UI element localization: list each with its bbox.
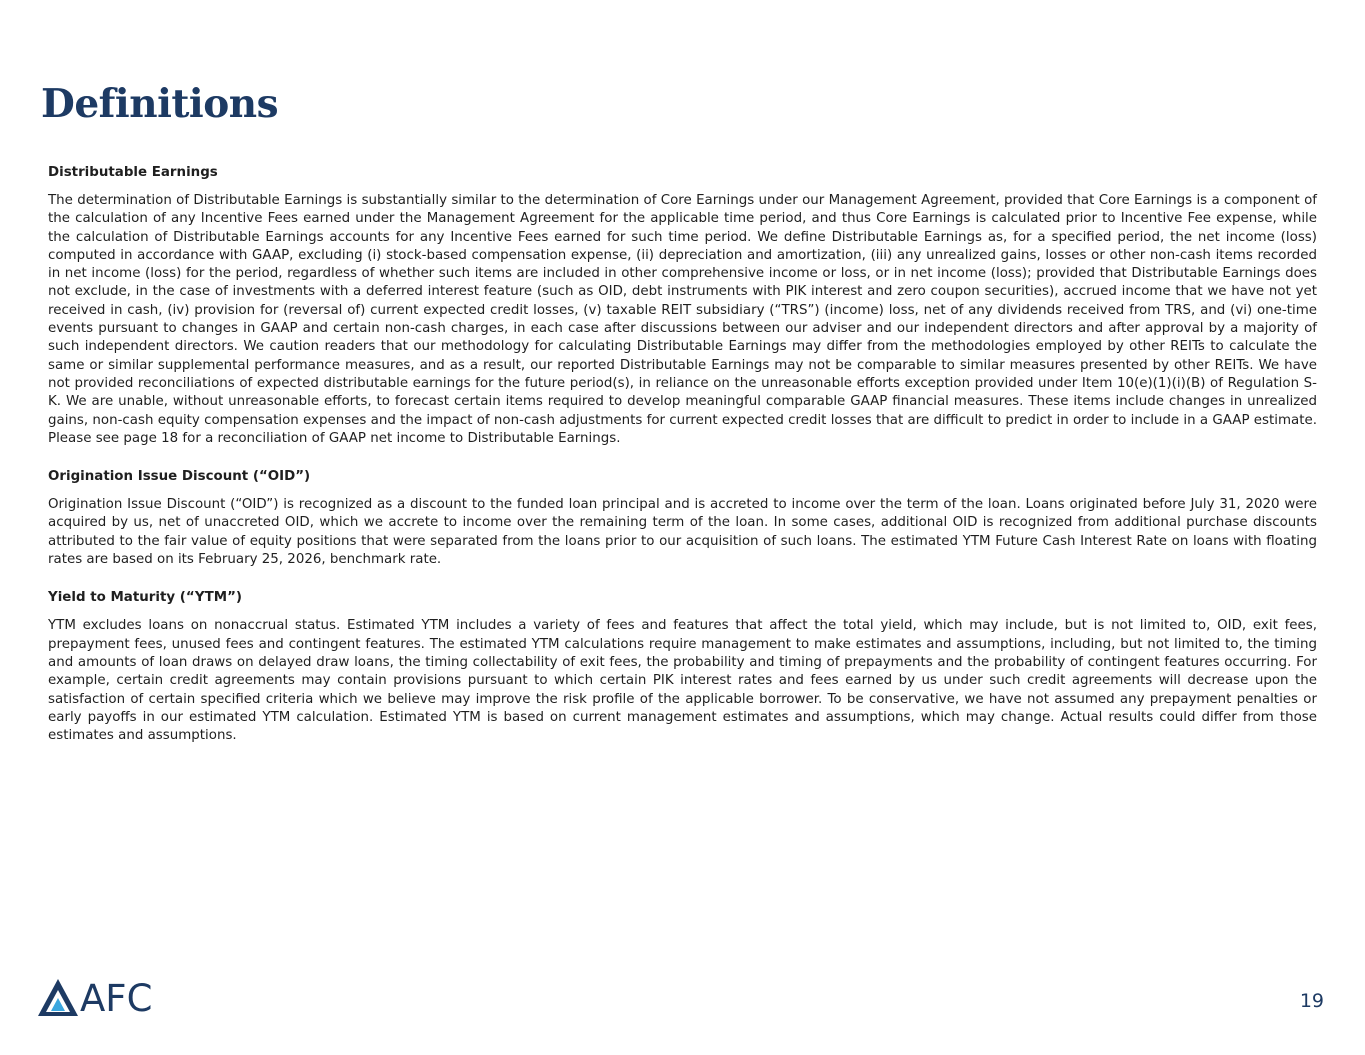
afc-logo <box>37 978 152 1018</box>
section-body: The determination of Distributable Earnings is substantially similar to the determination of Core Earnings under our Management Agreement, provided that Core Earnings is a component of the calculation of any Incentive Fees earned under the Management Agreement for the applicable time period, and thus Core Earnings is calculated prior to Incentive Fee expense, while the calculation of Distributable Earnings accounts for any Incentive Fees earned for such time period. We define Distributable Earnings as, for a specified period, the net income (loss) computed in accordance with GAAP, excluding (i) stock-based compensation expense, (ii) depreciation and amortization, (iii) any unrealized gains, losses or other non-cash items recorded in net income (loss) for the period, regardless of whether such items are included in other comprehensive income or loss, or in net income (loss); provided that Distributable Earnings does not exclude, in the case of investments with a deferred interest feature (such as OID, debt instruments with PIK interest and zero coupon securities), accrued income that we have not yet received in cash, (iv) provision for (reversal of) current expected credit losses, (v) taxable REIT subsidiary (“TRS”) (income) loss, net of any dividends received from TRS, and (vi) one-time events pursuant to changes in GAAP and certain non-cash charges, in each case after discussions between our adviser and our independent directors and after approval by a majority of such independent directors. We caution readers that our methodology for calculating Distributable Earnings may differ from the methodologies employed by other REITs to calculate the same or similar supplemental performance measures, and as a result, our reported Distributable Earnings may not be comparable to similar measures presented by other REITs. We have not provided reconciliations of expected distributable earnings for the future period(s), in reliance on the unreasonable efforts exception provided under Item 10(e)(1)(i)(B) of Regulation S-K. We are unable, without unreasonable efforts, to forecast certain items required to develop meaningful comparable GAAP financial measures. These items include changes in unrealized gains, non-cash equity compensation expenses and the impact of non-cash adjustments for current expected credit losses that are difficult to predict in order to include in a GAAP estimate. Please see page 18 for a reconciliation of GAAP net income to Distributable Earnings. <box>48 193 1317 446</box>
afc-triangle-icon <box>37 978 79 1018</box>
section-ytm <box>48 588 1317 745</box>
page-number: 19 <box>1299 990 1324 1012</box>
page-title: Definitions <box>41 81 279 127</box>
section-heading: Yield to Maturity (“YTM”) <box>48 590 242 606</box>
section-body: Origination Issue Discount (“OID”) is recognized as a discount to the funded loan principal and is accreted to income over the term of the loan. Loans originated before July 31, 2020 were acquired by us, net of unaccreted OID, which we accrete to income over the remaining term of the loan. In some cases, additional OID is recognized from additional purchase discounts attributed to the fair value of equity positions that were separated from the loans prior to our acquisition of such loans. The estimated YTM Future Cash Interest Rate on loans with floating rates are based on its February 25, 2026, benchmark rate. <box>48 497 1317 568</box>
afc-logo-text: AFC <box>80 977 153 1020</box>
definitions-content <box>48 163 1317 745</box>
section-body: YTM excludes loans on nonaccrual status. Estimated YTM includes a variety of fees and features that affect the total yield, which may include, but is not limited to, OID, exit fees, prepayment fees, unused fees and contingent features. The estimated YTM calculations require management to make estimates and assumptions, including, but not limited to, the timing and amounts of loan draws on delayed draw loans, the timing collectability of exit fees, the probability and timing of prepayments and the probability of contingent features occurring. For example, certain credit agreements may contain provisions pursuant to which certain PIK interest rates and fees earned by us under such credit agreements will decrease upon the satisfaction of certain specified criteria which we believe may improve the risk profile of the applicable borrower. To be conservative, we have not assumed any prepayment penalties or early payoffs in our estimated YTM calculation. Estimated YTM is based on current management estimates and assumptions, which may change. Actual results could differ from those estimates and assumptions. <box>48 618 1317 744</box>
section-heading: Distributable Earnings <box>48 165 218 180</box>
section-distributable-earnings <box>48 163 1317 448</box>
section-oid <box>48 467 1317 569</box>
section-heading: Origination Issue Discount (“OID”) <box>48 469 311 485</box>
